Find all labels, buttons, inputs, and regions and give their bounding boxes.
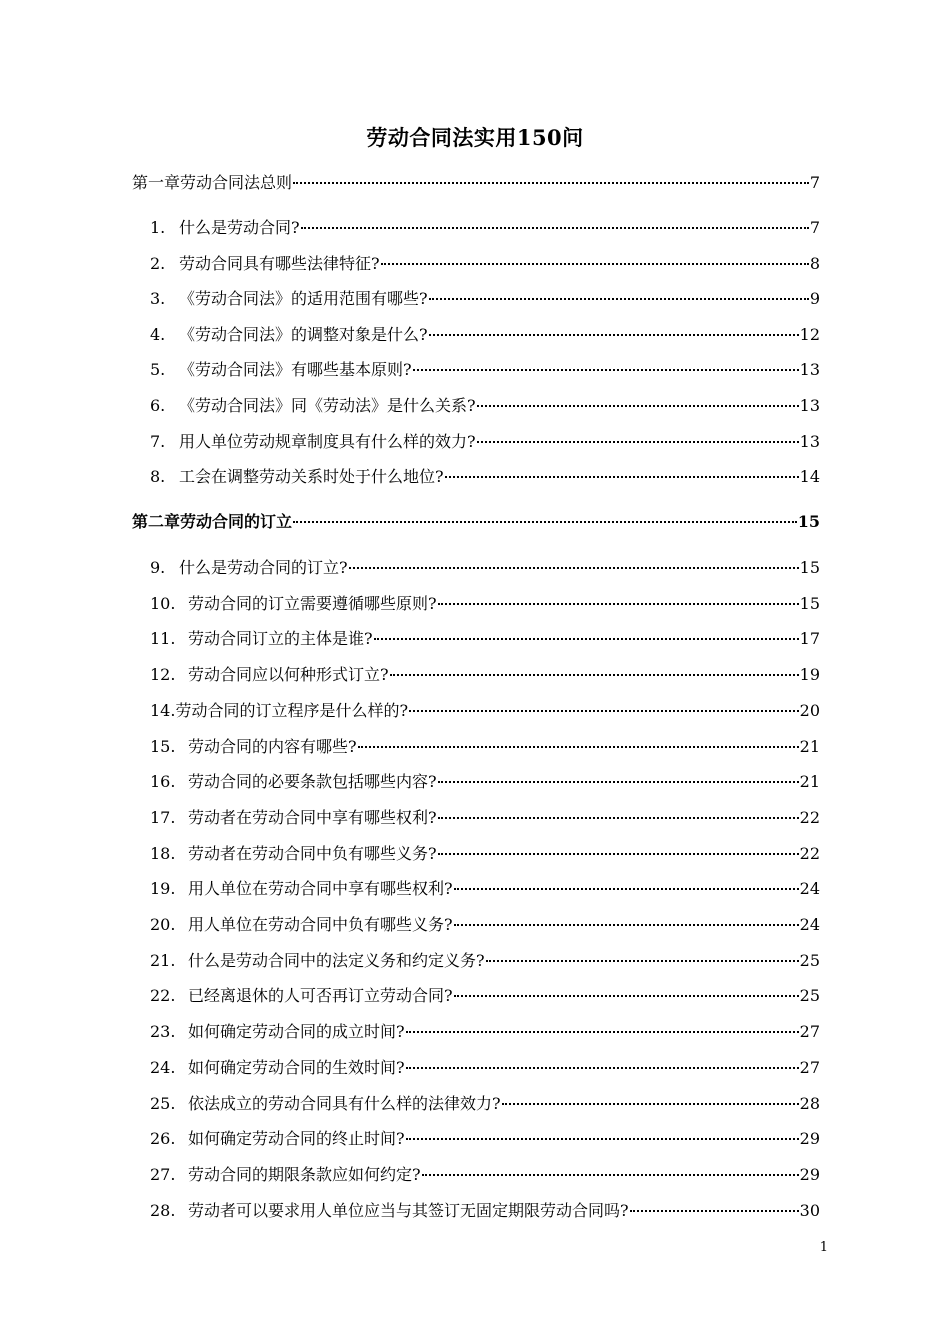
toc-page-number: 29 <box>799 1164 820 1184</box>
toc-page-number: 25 <box>799 986 820 1006</box>
toc-leader-dots <box>293 182 809 184</box>
toc-item-number: 17. <box>150 807 176 827</box>
toc-item[interactable] <box>150 1200 820 1222</box>
toc-item-text: 劳动合同的必要条款包括哪些内容? <box>188 772 437 792</box>
toc-leader-dots <box>293 521 797 523</box>
toc-item[interactable] <box>150 395 820 417</box>
toc-item-number: 4. <box>150 324 166 344</box>
toc-item-number: 1. <box>150 218 166 237</box>
toc-page-number: 27 <box>799 1022 820 1042</box>
toc-item[interactable] <box>150 253 820 275</box>
toc-item-number: 23. <box>150 1022 176 1042</box>
toc-page-number: 21 <box>799 772 820 792</box>
toc-item[interactable] <box>150 593 820 615</box>
toc-item-number: 26. <box>150 1129 176 1149</box>
toc-item-text: 《劳动合同法》的调整对象是什么? <box>179 324 428 344</box>
toc-leader-dots <box>390 674 799 676</box>
toc-leader-dots <box>438 603 799 605</box>
toc-item-number: 15. <box>150 736 176 756</box>
toc-leader-dots <box>454 888 799 890</box>
toc-item-number: 20. <box>150 915 176 934</box>
toc-item-text: 工会在调整劳动关系时处于什么地位? <box>179 467 444 487</box>
toc-page-number: 12 <box>799 324 820 344</box>
toc-item-text: 什么是劳动合同中的法定义务和约定义务? <box>188 950 485 970</box>
toc-chapter-label: 第一章劳动合同法总则 <box>132 173 293 192</box>
toc-item[interactable] <box>150 771 820 793</box>
toc-page-number: 24 <box>799 879 820 899</box>
toc-leader-dots <box>477 405 799 407</box>
toc-item-number: 16. <box>150 772 176 792</box>
toc-item[interactable] <box>150 878 820 900</box>
toc-item[interactable] <box>150 807 820 829</box>
toc-page-number: 28 <box>799 1093 820 1113</box>
toc-leader-dots <box>413 369 799 371</box>
toc-chapter-label: 第二章劳动合同的订立 <box>132 512 293 531</box>
toc-item[interactable] <box>150 985 820 1007</box>
toc-item[interactable] <box>150 664 820 686</box>
toc-page-number: 22 <box>799 807 820 827</box>
toc-item-number: 8. <box>150 467 166 487</box>
toc-leader-dots <box>454 924 799 926</box>
toc-leader-dots <box>502 1103 799 1105</box>
toc-chapter-1[interactable] <box>132 172 820 194</box>
toc-item-number: 2. <box>150 253 166 273</box>
toc-page-number: 15 <box>797 512 820 531</box>
toc-item-number: 7. <box>150 431 166 451</box>
toc-page-number: 30 <box>799 1200 820 1220</box>
toc-item-text: 什么是劳动合同的订立? <box>179 558 348 577</box>
toc-item[interactable] <box>150 1128 820 1150</box>
document-title: 劳动合同法实用150问 <box>366 125 584 150</box>
toc-item-text: 劳动合同的订立程序是什么样的? <box>175 700 409 720</box>
toc-page-number: 7 <box>809 218 820 237</box>
toc-leader-dots <box>486 960 799 962</box>
toc-page-number: 24 <box>799 915 820 934</box>
toc-item-number: 10. <box>150 593 176 613</box>
toc-item-number: 18. <box>150 843 176 863</box>
toc-item[interactable] <box>150 557 820 579</box>
toc-item[interactable] <box>150 1021 820 1043</box>
toc-leader-dots <box>358 746 799 748</box>
toc-item-text: 《劳动合同法》的适用范围有哪些? <box>179 289 428 309</box>
toc-leader-dots <box>406 1138 799 1140</box>
toc-item[interactable] <box>150 628 820 650</box>
toc-item[interactable] <box>150 700 820 722</box>
toc-page-number: 15 <box>799 558 820 577</box>
toc-item-text: 劳动合同的期限条款应如何约定? <box>188 1164 421 1184</box>
toc-item-number: 11. <box>150 629 176 649</box>
toc-item-text: 劳动合同订立的主体是谁? <box>188 629 373 649</box>
toc-item-text: 劳动者可以要求用人单位应当与其签订无固定期限劳动合同吗? <box>188 1200 629 1220</box>
toc-leader-dots <box>406 1067 799 1069</box>
toc-item-number: 12. <box>150 665 176 685</box>
toc-item[interactable] <box>150 288 820 310</box>
toc-leader-dots <box>422 1174 799 1176</box>
toc-page-number: 20 <box>799 700 820 720</box>
toc-item[interactable] <box>150 431 820 453</box>
toc-page-number: 9 <box>809 289 820 309</box>
toc-item-text: 劳动合同具有哪些法律特征? <box>179 253 380 273</box>
toc-item-number: 22. <box>150 986 176 1006</box>
toc-item-number: 25. <box>150 1093 176 1113</box>
toc-item-number: 9. <box>150 558 166 577</box>
toc-page-number: 8 <box>809 253 820 273</box>
toc-item-number: 24. <box>150 1057 176 1077</box>
toc-leader-dots <box>349 567 799 569</box>
toc-item-number: 27. <box>150 1164 176 1184</box>
toc-leader-dots <box>406 1031 799 1033</box>
toc-leader-dots <box>429 298 809 300</box>
toc-item-text: 劳动者在劳动合同中负有哪些义务? <box>188 843 437 863</box>
toc-item[interactable] <box>150 950 820 972</box>
toc-item-text: 用人单位在劳动合同中负有哪些义务? <box>188 915 453 934</box>
toc-leader-dots <box>429 334 799 336</box>
toc-item-number: 6. <box>150 396 166 415</box>
toc-leader-dots <box>438 817 799 819</box>
toc-item-number: 14. <box>150 700 176 720</box>
toc-page-number: 27 <box>799 1057 820 1077</box>
toc-page-number: 21 <box>799 736 820 756</box>
toc-item-text: 用人单位在劳动合同中享有哪些权利? <box>188 879 453 899</box>
toc-item[interactable] <box>150 914 820 936</box>
toc-page-number: 13 <box>799 431 820 451</box>
toc-page-number: 13 <box>799 396 820 415</box>
toc-item-number: 28. <box>150 1200 176 1220</box>
toc-item-text: 如何确定劳动合同的成立时间? <box>188 1022 405 1042</box>
toc-page-number: 13 <box>799 360 820 380</box>
toc-item[interactable] <box>150 359 820 381</box>
page-footer-number: 1 <box>819 1240 828 1255</box>
toc-item[interactable] <box>150 466 820 488</box>
toc-item-number: 19. <box>150 879 176 899</box>
toc-item-number: 21. <box>150 950 176 970</box>
toc-item-text: 劳动合同应以何种形式订立? <box>188 665 389 685</box>
toc-leader-dots <box>438 853 799 855</box>
toc-item-text: 已经离退休的人可否再订立劳动合同? <box>188 986 453 1006</box>
toc-item-text: 《劳动合同法》同《劳动法》是什么关系? <box>179 396 476 415</box>
toc-leader-dots <box>409 710 799 712</box>
toc-page-number: 7 <box>809 173 820 192</box>
toc-page-number: 17 <box>799 629 820 649</box>
toc-page-number: 22 <box>799 843 820 863</box>
toc-page-number: 15 <box>799 593 820 613</box>
toc-item-text: 劳动合同的订立需要遵循哪些原则? <box>188 593 437 613</box>
toc-leader-dots <box>438 781 799 783</box>
toc-item-text: 劳动合同的内容有哪些? <box>188 736 357 756</box>
toc-leader-dots <box>374 638 799 640</box>
toc-leader-dots <box>301 227 809 229</box>
toc-item-text: 劳动者在劳动合同中享有哪些权利? <box>188 807 437 827</box>
toc-page-number: 25 <box>799 950 820 970</box>
toc-item[interactable] <box>150 1057 820 1079</box>
toc-item[interactable] <box>150 217 820 239</box>
toc-item-number: 5. <box>150 360 166 380</box>
toc-page-number: 29 <box>799 1129 820 1149</box>
toc-item-text: 如何确定劳动合同的生效时间? <box>188 1057 405 1077</box>
toc-item-text: 《劳动合同法》有哪些基本原则? <box>179 360 412 380</box>
toc-leader-dots <box>381 263 809 265</box>
toc-chapter-2[interactable] <box>132 511 820 533</box>
toc-leader-dots <box>477 441 799 443</box>
toc-item-number: 3. <box>150 289 166 309</box>
toc-leader-dots <box>630 1210 799 1212</box>
toc-page-number: 14 <box>799 467 820 487</box>
toc-item[interactable] <box>150 843 820 865</box>
toc-item-text: 如何确定劳动合同的终止时间? <box>188 1129 405 1149</box>
toc-item[interactable] <box>150 736 820 758</box>
toc-item-text: 用人单位劳动规章制度具有什么样的效力? <box>179 431 476 451</box>
toc-leader-dots <box>445 476 799 478</box>
toc-leader-dots <box>454 995 799 997</box>
toc-item[interactable] <box>150 324 820 346</box>
toc-item-text: 依法成立的劳动合同具有什么样的法律效力? <box>188 1093 501 1113</box>
toc-page-number: 19 <box>799 665 820 685</box>
toc-item[interactable] <box>150 1164 820 1186</box>
toc-item[interactable] <box>150 1093 820 1115</box>
toc-item-text: 什么是劳动合同? <box>179 218 300 237</box>
